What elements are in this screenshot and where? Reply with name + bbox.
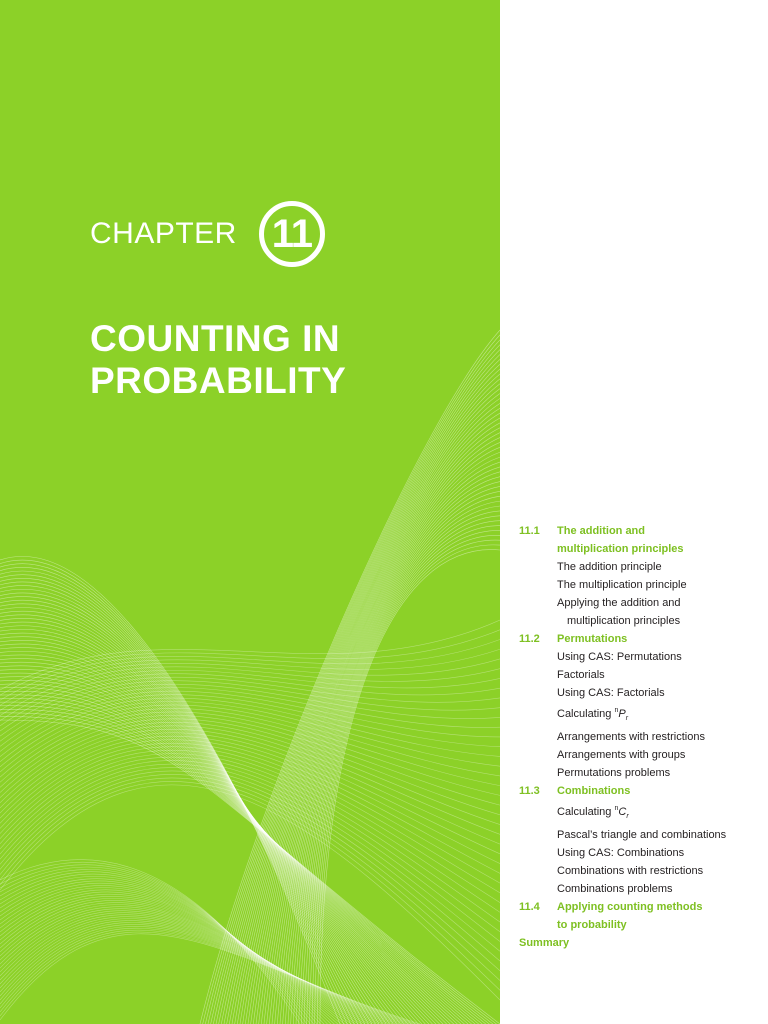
wave-line [309, 530, 500, 1024]
section-title: Permutations [557, 633, 628, 645]
wave-line [0, 695, 500, 757]
wave-line [200, 330, 500, 1024]
wave-line [0, 722, 500, 824]
section-title-line: to probability [557, 919, 627, 932]
wave-line [0, 713, 493, 1024]
toc-section-11-3[interactable] [519, 782, 759, 800]
section-title: Combinations [557, 785, 631, 798]
wave-line [0, 750, 500, 902]
toc-item[interactable]: Combinations with restrictions [557, 865, 704, 878]
calc-label: Calculating [557, 806, 615, 819]
wave-line [0, 698, 479, 1024]
table-of-contents [519, 522, 759, 952]
wave-line [251, 423, 500, 1024]
section-title-line: The addition and [557, 525, 645, 537]
wave-line [0, 575, 358, 1024]
calc-superscript: n [614, 805, 619, 813]
wave-line [0, 695, 475, 1024]
chapter-word: CHAPTER [90, 217, 237, 250]
wave-line [0, 767, 500, 951]
section-number: 11.2 [519, 633, 540, 645]
wave-line [0, 896, 355, 1024]
wave-line [0, 709, 489, 1024]
section-title-line: Applying counting methods [557, 901, 703, 914]
chapter-title-line: COUNTING IN [90, 318, 341, 359]
calc-superscript: n [614, 707, 619, 714]
toc-item-calculating-npr[interactable] [519, 702, 759, 728]
chapter-title [90, 318, 490, 402]
toc-item[interactable]: Using CAS: Combinations [557, 847, 685, 860]
section-title [557, 898, 702, 934]
wave-line [0, 888, 341, 1024]
wave-line [0, 651, 432, 1024]
wave-line [0, 733, 500, 854]
calc-symbol: C [618, 806, 627, 819]
calc-symbol: P [618, 708, 626, 720]
toc-item[interactable]: Combinations problems [557, 883, 673, 896]
calc-subscript: r [626, 813, 629, 821]
wave-line [0, 691, 472, 1024]
section-number: 11.3 [519, 785, 540, 798]
wave-line [0, 649, 500, 705]
wave-line [259, 438, 500, 1024]
wave-line [0, 691, 500, 751]
wave-line [232, 389, 500, 1024]
toc-item-calculating-ncr[interactable] [519, 800, 759, 826]
toc-summary[interactable]: Summary [519, 937, 570, 950]
wave-line [224, 374, 500, 1024]
toc-item[interactable]: Factorials [557, 669, 605, 681]
toc-item[interactable]: Arrangements with groups [557, 749, 686, 762]
wave-line [0, 620, 500, 690]
toc-item[interactable]: Permutations problems [557, 767, 671, 780]
toc-item[interactable]: Using CAS: Factorials [557, 687, 665, 699]
toc-item[interactable]: Pascal’s triangle and combinations [557, 829, 727, 842]
toc-section-11-4[interactable] [519, 898, 759, 934]
section-number: 11.4 [519, 901, 540, 914]
chapter-heading [90, 196, 325, 272]
section-title [557, 522, 684, 558]
calc-subscript: r [625, 715, 629, 723]
toc-item[interactable]: The addition principle [557, 561, 662, 573]
wave-line [0, 560, 344, 1024]
wave-line [0, 729, 500, 844]
wave-line [0, 688, 468, 1024]
toc-item[interactable]: Arrangements with restrictions [557, 731, 705, 744]
toc-item[interactable]: The multiplication principle [557, 579, 687, 591]
wave-line [229, 384, 500, 1024]
toc-section-11-1[interactable] [519, 522, 759, 558]
section-number: 11.1 [519, 525, 540, 537]
toc-item-continued[interactable]: multiplication principles [567, 615, 681, 627]
toc-section-11-2[interactable] [519, 630, 759, 648]
toc-item[interactable]: Applying the addition and [557, 597, 681, 609]
chapter-number-badge: 11 [259, 201, 325, 267]
toc-item[interactable]: Using CAS: Permutations [557, 651, 682, 663]
wave-line [0, 764, 500, 942]
calc-label: Calculating [557, 708, 615, 720]
chapter-title-line: PROBABILITY [90, 360, 347, 401]
section-title-line: multiplication principles [557, 543, 684, 555]
wave-line [0, 640, 422, 1024]
wave-line [248, 418, 500, 1024]
